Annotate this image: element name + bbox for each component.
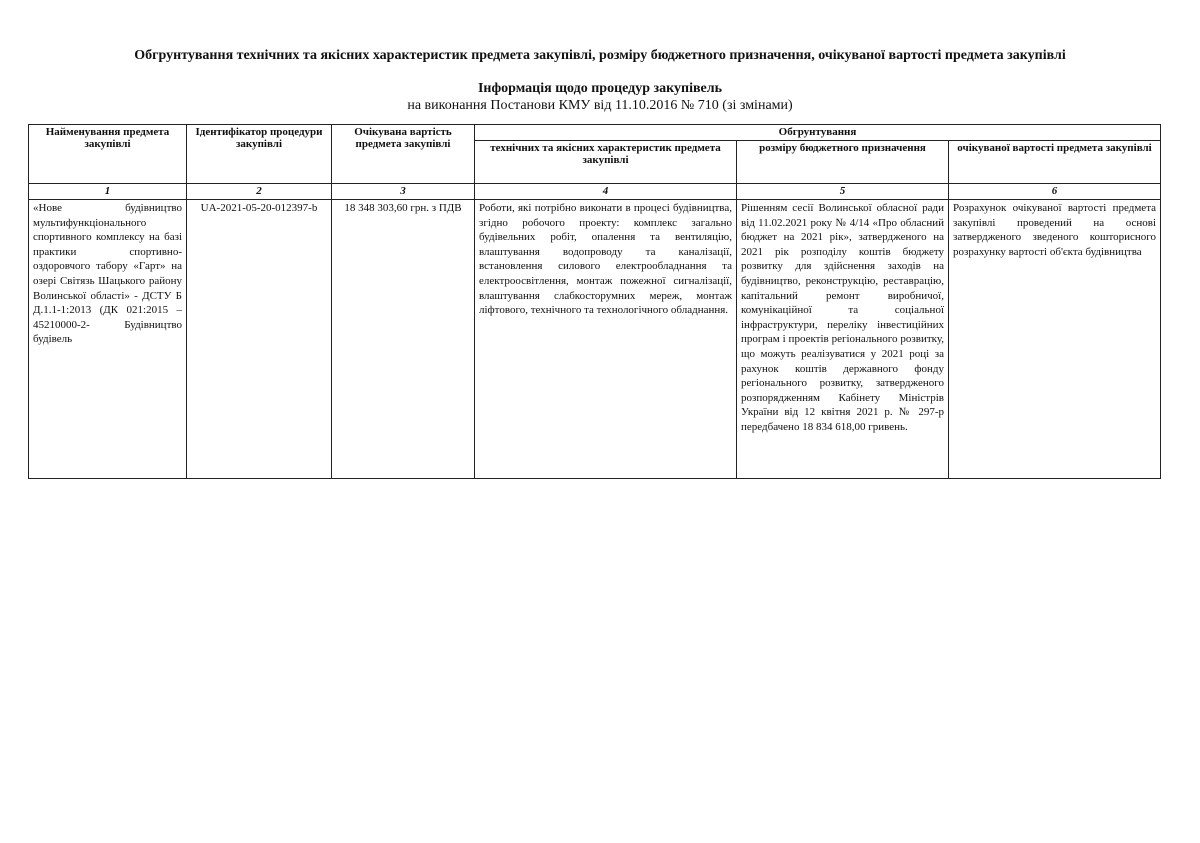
header-justification-group: Обгрунтування bbox=[475, 125, 1161, 141]
cell-technical-justification: Роботи, які потрібно виконати в процесі будівництва, згідно робочого проекту: комплекс загально будівельних робіт, опалення та вентиляцію, влаштування водопроводу та каналізації, встановлення силового електрообладнання та електроосвітлення, монтаж пожежної сигналізації, влаштування слабкосторумних мереж, монтаж ліфтового, технічного та технологічного обладнання. bbox=[475, 200, 737, 479]
header-technical: технічних та якісних характеристик предмета закупівлі bbox=[475, 141, 737, 184]
table-row bbox=[29, 200, 1161, 479]
cell-expected-cost: 18 348 303,60 грн. з ПДВ bbox=[332, 200, 475, 479]
column-number: 1 bbox=[29, 184, 187, 200]
column-number: 6 bbox=[949, 184, 1161, 200]
subtitle-line-1: Інформація щодо процедур закупівель bbox=[477, 81, 723, 96]
header-identifier: Ідентифікатор процедури закупівлі bbox=[187, 125, 332, 184]
column-number: 5 bbox=[737, 184, 949, 200]
document-title: Обгрунтування технічних та якісних характеристик предмета закупівлі, розміру бюджетного призначення, очікуваної вартості предмета закупівлі bbox=[134, 48, 1066, 63]
column-number: 2 bbox=[187, 184, 332, 200]
header-expected-cost: Очікувана вартість предмета закупівлі bbox=[332, 125, 475, 184]
subtitle-line-2: на виконання Постанови КМУ від 11.10.2016 № 710 (зі змінами) bbox=[407, 98, 793, 113]
procurement-table bbox=[28, 124, 1161, 479]
cell-cost-justification: Розрахунок очікуваної вартості предмета закупівлі проведений на основі затвердженого зведеного кошторисного розрахунку вартості об'єкта будівництва bbox=[949, 200, 1161, 479]
column-number: 4 bbox=[475, 184, 737, 200]
header-cost-justification: очікуваної вартості предмета закупівлі bbox=[949, 141, 1161, 184]
header-name: Найменування предмета закупівлі bbox=[29, 125, 187, 184]
document-subtitle bbox=[0, 80, 1200, 114]
cell-procurement-name: «Нове будівництво мультифункціонального спортивного комплексу на базі практики спортивно-оздоровчого табору «Гарт» на озері Світязь Шацького району Волинської області» - ДСТУ Б Д.1.1-1:2013 (ДК 021:2015 – 45210000-2- Будівництво будівель bbox=[29, 200, 187, 479]
cell-procurement-identifier: UA-2021-05-20-012397-b bbox=[187, 200, 332, 479]
header-budget: розміру бюджетного призначення bbox=[737, 141, 949, 184]
cell-budget-justification: Рішенням сесії Волинської обласної ради від 11.02.2021 року № 4/14 «Про обласний бюджет на 2021 рік», затвердженого на 2021 рік розподілу коштів бюджету розвитку для здійснення заходів на будівництво, реконструкцію, реставрацію, капітальний ремонт виробничої, комунікаційної та соціальної інфраструктури, переліку інвестиційних програм і проектів регіонального розвитку, що можуть реалізуватися у 2021 році за рахунок коштів державного фонду регіонального розвитку, затвердженого розпорядженням Кабінету Міністрів України від 12 квітня 2021 р. № 297-р передбачено 18 834 618,00 гривень. bbox=[737, 200, 949, 479]
column-number: 3 bbox=[332, 184, 475, 200]
header-row-1 bbox=[29, 125, 1161, 141]
column-numbers-row bbox=[29, 184, 1161, 200]
